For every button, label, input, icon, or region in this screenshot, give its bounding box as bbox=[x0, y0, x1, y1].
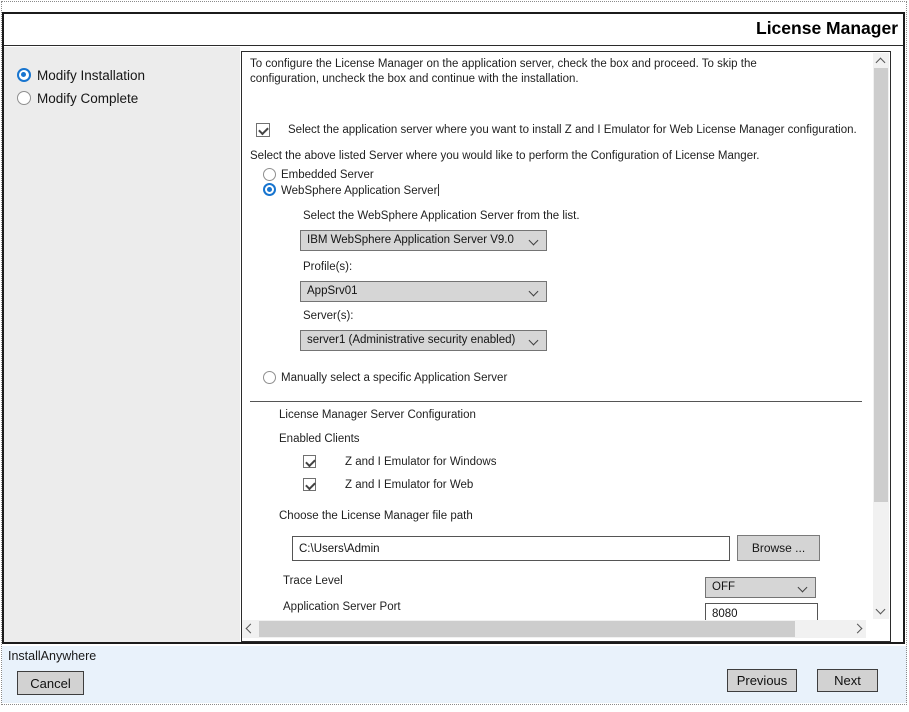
config-section-title: License Manager Server Configuration bbox=[279, 409, 476, 421]
file-path-label: Choose the License Manager file path bbox=[279, 510, 473, 522]
scroll-left-icon[interactable] bbox=[246, 624, 256, 634]
installanywhere-brand: InstallAnywhere bbox=[8, 649, 97, 663]
browse-button[interactable]: Browse ... bbox=[737, 535, 820, 561]
chevron-down-icon bbox=[529, 336, 539, 346]
previous-button[interactable]: Previous bbox=[727, 669, 797, 692]
profiles-label: Profile(s): bbox=[303, 261, 353, 273]
profiles-dropdown-value: AppSrv01 bbox=[307, 285, 358, 297]
client-windows-checkbox[interactable] bbox=[303, 455, 316, 468]
servers-label: Server(s): bbox=[303, 310, 354, 322]
installer-window bbox=[2, 12, 905, 644]
was-dropdown-value: IBM WebSphere Application Server V9.0 bbox=[307, 234, 514, 246]
intro-text: To configure the License Manager on the application server, check the box and proceed. To skip the configuration, uncheck the box and continue with the installation. bbox=[250, 58, 757, 85]
next-button[interactable]: Next bbox=[817, 669, 878, 692]
client-web-label: Z and I Emulator for Web bbox=[345, 479, 474, 491]
was-dropdown[interactable] bbox=[300, 230, 547, 251]
file-path-input[interactable] bbox=[292, 536, 730, 561]
title-bar bbox=[4, 14, 903, 46]
embedded-server-label: Embedded Server bbox=[281, 169, 374, 181]
scroll-up-icon[interactable] bbox=[876, 58, 886, 68]
profiles-dropdown[interactable] bbox=[300, 281, 547, 302]
trace-level-label: Trace Level bbox=[283, 575, 343, 587]
enabled-clients-label: Enabled Clients bbox=[279, 433, 360, 445]
radio-unselected-icon bbox=[17, 91, 31, 105]
servers-dropdown[interactable] bbox=[300, 330, 547, 351]
select-server-instruction: Select the above listed Server where you would like to perform the Configuration of License Manger. bbox=[250, 150, 760, 162]
chevron-down-icon bbox=[798, 583, 808, 593]
steps-sidebar bbox=[4, 47, 240, 642]
websphere-server-label: WebSphere Application Server bbox=[281, 185, 438, 197]
manual-server-label: Manually select a specific Application Server bbox=[281, 372, 508, 384]
chevron-down-icon bbox=[529, 287, 539, 297]
chevron-down-icon bbox=[529, 236, 539, 246]
install-config-checkbox[interactable] bbox=[256, 123, 270, 137]
vertical-scrollbar-thumb[interactable] bbox=[874, 68, 888, 502]
horizontal-scrollbar-thumb[interactable] bbox=[259, 621, 795, 637]
horizontal-scrollbar[interactable] bbox=[242, 620, 866, 638]
content-panel bbox=[241, 51, 891, 642]
servers-dropdown-value: server1 (Administrative security enabled) bbox=[307, 334, 516, 346]
client-windows-label: Z and I Emulator for Windows bbox=[345, 456, 497, 468]
install-config-checkbox-label: Select the application server where you want to install Z and I Emulator for Web License Manager configuration. bbox=[288, 124, 857, 136]
radio-selected-icon bbox=[17, 68, 31, 82]
section-divider bbox=[250, 401, 862, 402]
scroll-right-icon[interactable] bbox=[853, 624, 863, 634]
text-caret bbox=[438, 184, 439, 196]
was-list-label: Select the WebSphere Application Server from the list. bbox=[303, 210, 580, 222]
trace-level-dropdown[interactable] bbox=[705, 577, 816, 598]
sidebar-item-label: Modify Complete bbox=[37, 91, 139, 106]
footer-bar bbox=[2, 646, 907, 703]
page-title: License Manager bbox=[756, 18, 898, 38]
app-server-port-label: Application Server Port bbox=[283, 601, 401, 613]
client-web-checkbox[interactable] bbox=[303, 478, 316, 491]
sidebar-item-label: Modify Installation bbox=[37, 68, 146, 83]
embedded-server-radio[interactable] bbox=[263, 168, 276, 181]
trace-level-value: OFF bbox=[712, 581, 735, 593]
vertical-scrollbar[interactable] bbox=[873, 53, 889, 619]
scroll-down-icon[interactable] bbox=[876, 605, 886, 615]
websphere-server-radio[interactable] bbox=[263, 183, 276, 196]
cancel-button[interactable]: Cancel bbox=[17, 671, 84, 695]
manual-server-radio[interactable] bbox=[263, 371, 276, 384]
